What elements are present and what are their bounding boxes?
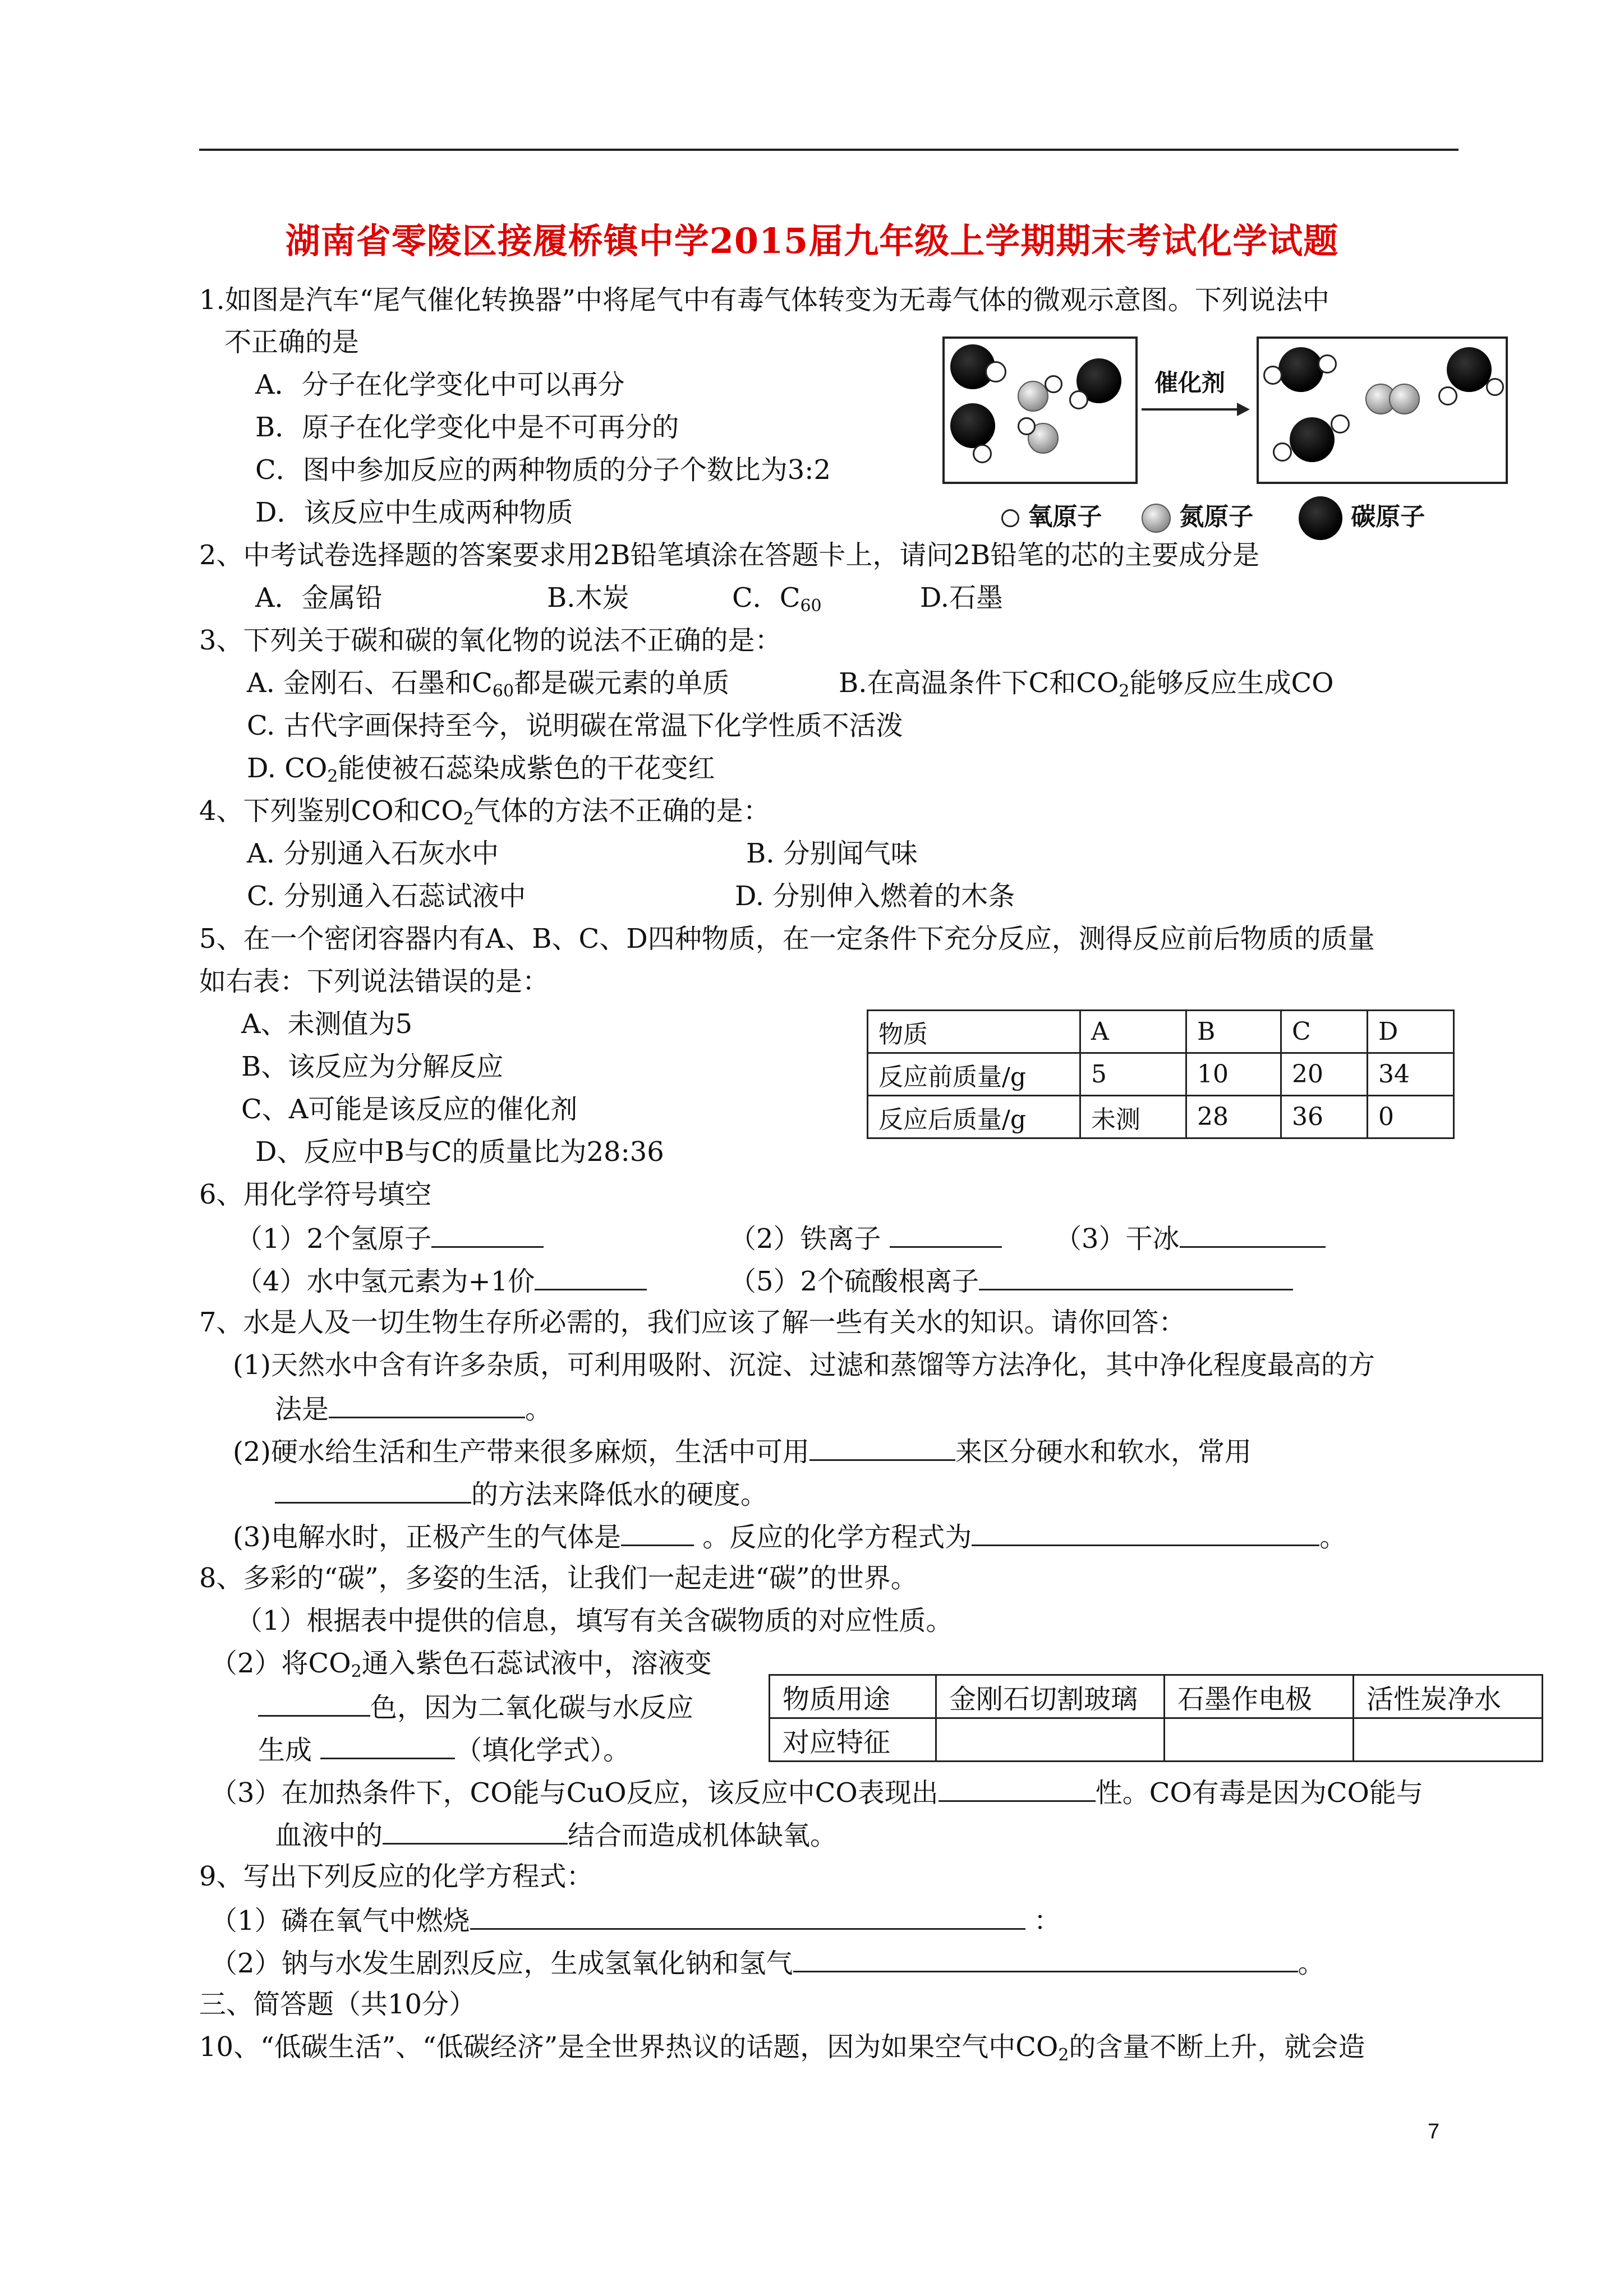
q4-stem: 4、下列鉴别CO和$CO_2$气体的方法不正确的是：	[199, 795, 770, 829]
q6-item-5: （5）2个硫酸根离子	[729, 1263, 1293, 1298]
table-cell: 活性炭净水	[1354, 1675, 1543, 1718]
oxygen-atom	[973, 444, 992, 463]
answer-cell[interactable]	[1165, 1718, 1354, 1762]
carbon-atom	[1447, 347, 1492, 392]
page-number: 7	[1428, 2120, 1440, 2143]
table-cell: 0	[1368, 1096, 1454, 1138]
table-cell: 对应特征	[770, 1718, 936, 1762]
q4-option-d: D. 分别伸入燃着的木条	[735, 880, 1015, 912]
q5-stem-line2: 如右表：下列说法错误的是：	[199, 966, 550, 997]
oxygen-atom	[1069, 390, 1088, 409]
q2-option-c: C．$C_{60}$	[732, 582, 822, 616]
answer-blank[interactable]	[431, 1220, 544, 1248]
oxygen-atom	[1438, 386, 1457, 405]
q7-part2-line2: 的方法来降低水的硬度。	[275, 1476, 767, 1511]
reactants-box	[942, 336, 1138, 484]
q3-stem: 3、下列关于碳和碳的氧化物的说法不正确的是：	[199, 625, 782, 656]
q2-option-b: B.木炭	[547, 582, 629, 614]
legend-oxygen: 氧原子	[1028, 502, 1102, 531]
q3-option-a: A. 金刚石、石墨和$C_{60}$都是碳元素的单质	[247, 667, 730, 701]
q3-option-d: D. $CO_2$能使被石蕊染成紫色的干花变红	[247, 753, 715, 786]
oxygen-atom	[1318, 354, 1337, 374]
q5-option-c: C、A可能是该反应的催化剂	[241, 1094, 578, 1125]
table-cell: 未测	[1080, 1096, 1186, 1138]
answer-blank[interactable]	[938, 1774, 1096, 1802]
q7-part3: (3)电解水时，正极产生的气体是 。反应的化学方程式为 。	[233, 1519, 1346, 1554]
carbon-atom	[1290, 417, 1335, 462]
table-row	[770, 1675, 1543, 1718]
answer-blank[interactable]	[329, 1391, 525, 1418]
answer-blank[interactable]	[258, 1689, 370, 1717]
q9-stem: 9、写出下列反应的化学方程式：	[199, 1861, 594, 1892]
answer-blank[interactable]	[979, 1263, 1293, 1290]
q5-option-b: B、该反应为分解反应	[241, 1051, 504, 1082]
table-cell: 5	[1080, 1053, 1186, 1096]
nitrogen-legend-icon	[1142, 504, 1171, 533]
q8-part3-line1: （3）在加热条件下，CO能与CuO反应，该反应中CO表现出 性。CO有毒是因为CO能与	[210, 1774, 1423, 1810]
answer-blank[interactable]	[470, 1902, 1025, 1930]
q6-item-1: （1）2个氢原子	[236, 1220, 544, 1256]
table-cell: 石墨作电极	[1165, 1675, 1354, 1718]
q7-stem: 7、水是人及一切生物生存所必需的，我们应该了解一些有关水的知识。请你回答：	[199, 1307, 1186, 1338]
q1-option-a: A．分子在化学变化中可以再分	[255, 369, 625, 400]
table-row	[868, 1096, 1454, 1138]
q7-part2-line1: (2)硬水给生活和生产带来很多麻烦，生活中可用 来区分硬水和软水，常用	[233, 1433, 1252, 1469]
q9-part2: （2）钠与水发生剧烈反应，生成氢氧化钠和氢气 。	[210, 1945, 1325, 1980]
q2-stem: 2、中考试卷选择题的答案要求用2B铅笔填涂在答题卡上，请问2B铅笔的芯的主要成分是	[199, 540, 1260, 571]
q5-stem-line1: 5、在一个密闭容器内有A、B、C、D四种物质，在一定条件下充分反应，测得反应前后物质的质量	[199, 923, 1375, 955]
carbon-atom	[1278, 347, 1323, 392]
nitrogen-atom	[1389, 384, 1420, 414]
table-cell: 28	[1186, 1096, 1281, 1138]
answer-blank[interactable]	[972, 1519, 1319, 1546]
q6-item-3: （3）干冰	[1055, 1220, 1326, 1256]
table-cell: C	[1281, 1011, 1368, 1053]
q2-option-d: D.石墨	[920, 582, 1004, 614]
q6-stem: 6、用化学符号填空	[199, 1179, 432, 1210]
q1-stem-line1: 1.如图是汽车“尾气催化转换器”中将尾气中有毒气体转变为无毒气体的微观示意图。下列说法中	[199, 284, 1329, 316]
oxygen-legend-icon	[1001, 509, 1019, 527]
oxygen-atom	[1018, 417, 1036, 435]
q8-part2-line1: （2）将$CO_2$通入紫色石蕊试液中，溶液变	[210, 1648, 712, 1681]
answer-blank[interactable]	[890, 1220, 1002, 1248]
q5-option-d: D、反应中B与C的质量比为28:36	[255, 1136, 664, 1168]
q3-option-c: C. 古代字画保持至今，说明碳在常温下化学性质不活泼	[247, 710, 903, 741]
answer-blank[interactable]	[320, 1732, 455, 1759]
oxygen-atom	[985, 361, 1006, 382]
answer-blank[interactable]	[809, 1433, 955, 1461]
answer-blank[interactable]	[793, 1945, 1298, 1972]
oxygen-atom	[1045, 375, 1062, 393]
q7-part1-line2: 法是 。	[275, 1391, 552, 1426]
table-cell: D	[1368, 1011, 1454, 1053]
q1-option-c: C．图中参加反应的两种物质的分子个数比为3:2	[255, 454, 831, 486]
answer-cell[interactable]	[1354, 1718, 1543, 1762]
table-cell: 物质	[868, 1011, 1080, 1053]
carbon-legend-icon	[1299, 496, 1342, 540]
q1-option-b: B．原子在化学变化中是不可再分的	[255, 412, 679, 443]
q8-part2-line3: 生成 （填化学式）。	[258, 1732, 630, 1767]
table-cell: 金刚石切割玻璃	[936, 1675, 1165, 1718]
q8-carbon-table	[769, 1674, 1543, 1762]
answer-blank[interactable]	[383, 1817, 568, 1845]
table-cell: 10	[1186, 1053, 1281, 1096]
table-cell: 反应前质量/g	[868, 1053, 1080, 1096]
q8-part3-line2: 血液中的 结合而造成机体缺氧。	[275, 1817, 837, 1852]
q5-mass-table	[867, 1009, 1455, 1139]
table-row	[868, 1011, 1454, 1053]
q4-option-a: A. 分别通入石灰水中	[247, 838, 499, 869]
q8-part2-line2: 色，因为二氧化碳与水反应	[258, 1689, 693, 1725]
nitrogen-atom	[1018, 381, 1048, 412]
section-3-heading: 三、简答题（共10分）	[199, 1989, 476, 2020]
table-row	[868, 1053, 1454, 1096]
legend-nitrogen: 氮原子	[1179, 502, 1254, 531]
oxygen-atom	[1331, 414, 1350, 434]
table-cell: A	[1080, 1011, 1186, 1053]
table-cell: 34	[1368, 1053, 1454, 1096]
q4-option-b: B. 分别闻气味	[746, 838, 918, 869]
table-cell: 20	[1281, 1053, 1368, 1096]
page-title: 湖南省零陵区接履桥镇中学2015届九年级上学期期末考试化学试题	[285, 220, 1339, 261]
q9-part1: （1）磷在氧气中燃烧 ：	[210, 1902, 1061, 1938]
q3-option-b: B.在高温条件下C和$CO_2$能够反应生成CO	[839, 667, 1334, 701]
catalyst-label: 催化剂	[1154, 369, 1226, 397]
oxygen-atom	[1486, 378, 1504, 396]
q6-item-2: （2）铁离子	[729, 1220, 1002, 1256]
q1-option-d: D．该反应中生成两种物质	[255, 497, 573, 528]
header-rule	[199, 149, 1459, 151]
oxygen-atom	[1273, 442, 1292, 462]
q10-stem: 10、“低碳生活”、“低碳经济”是全世界热议的话题，因为如果空气中$CO_2$的含量不断上升，就会造	[199, 2031, 1365, 2065]
table-cell: B	[1186, 1011, 1281, 1053]
table-cell: 36	[1281, 1096, 1368, 1138]
oxygen-atom	[1263, 366, 1282, 385]
q5-option-a: A、未测值为5	[241, 1008, 413, 1040]
q6-item-4: （4）水中氢元素为+1价	[236, 1263, 647, 1298]
reaction-arrow-icon	[1139, 398, 1251, 421]
table-row	[770, 1718, 1543, 1762]
answer-blank[interactable]	[275, 1476, 471, 1504]
diagram-legend	[1001, 496, 1425, 540]
q8-part1: （1）根据表中提供的信息，填写有关含碳物质的对应性质。	[236, 1605, 953, 1636]
answer-blank[interactable]	[1180, 1220, 1326, 1248]
q1-stem-line2: 不正确的是	[224, 326, 360, 358]
q7-part1-line1: (1)天然水中含有许多杂质，可利用吸附、沉淀、过滤和蒸馏等方法净化，其中净化程度最高的方	[233, 1349, 1375, 1381]
answer-blank[interactable]	[621, 1519, 694, 1546]
products-box	[1257, 336, 1508, 484]
carbon-atom	[950, 403, 995, 448]
legend-carbon: 碳原子	[1351, 502, 1425, 531]
q8-stem: 8、多彩的“碳”，多姿的生活，让我们一起走进“碳”的世界。	[199, 1562, 918, 1594]
answer-cell[interactable]	[936, 1718, 1165, 1762]
answer-blank[interactable]	[535, 1263, 647, 1290]
q4-option-c: C. 分别通入石蕊试液中	[247, 880, 526, 912]
table-cell: 物质用途	[770, 1675, 936, 1718]
table-cell: 反应后质量/g	[868, 1096, 1080, 1138]
q2-option-a: A．金属铅	[255, 582, 383, 614]
